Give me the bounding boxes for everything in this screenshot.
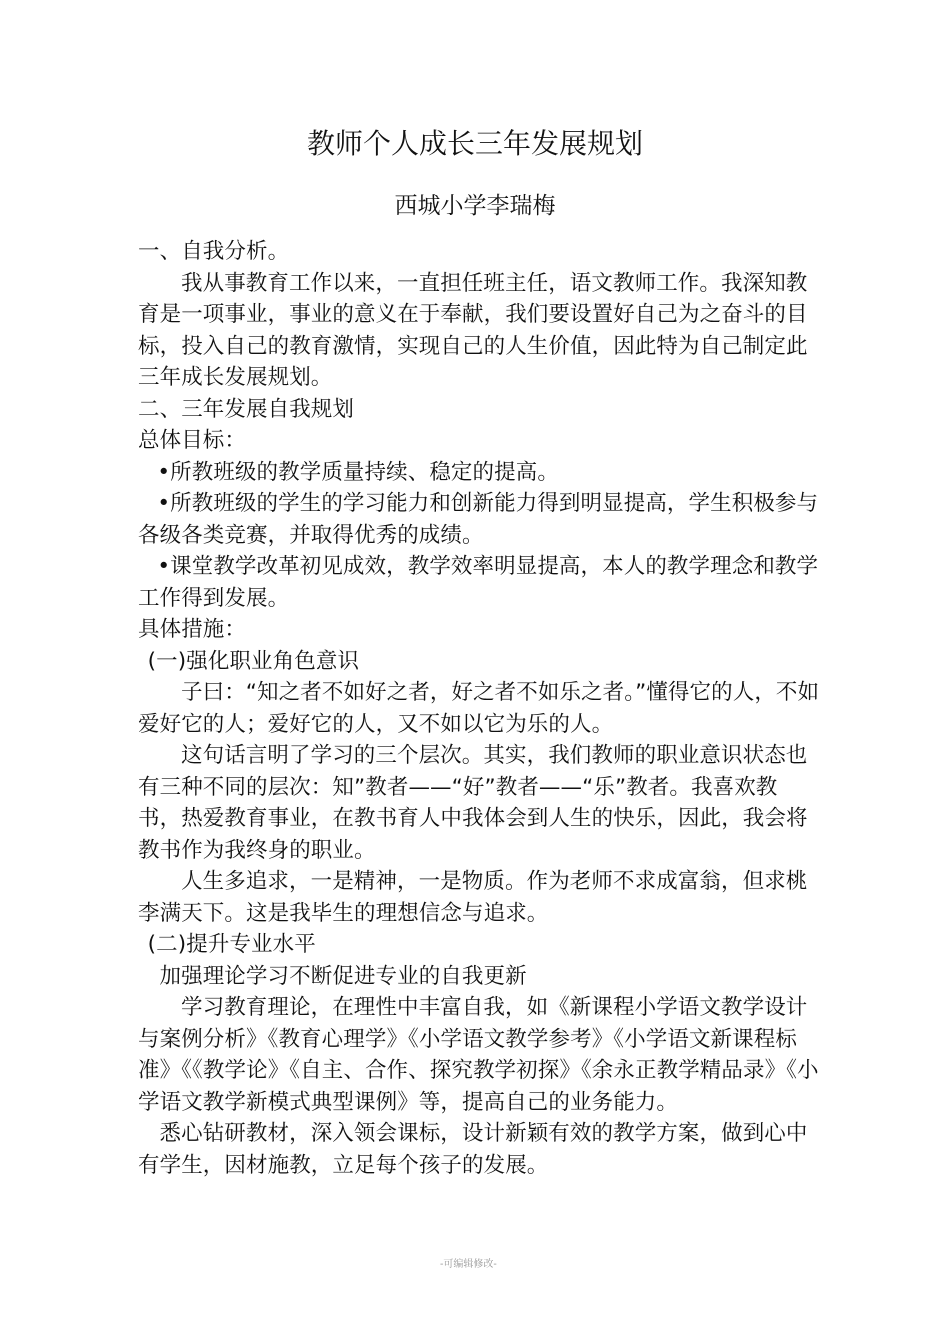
document-title: 教师个人成长三年发展规划 (306, 127, 643, 160)
bullet-goal-ability: •所教班级的学生的学习能力和创新能力得到明显提高，学生积极参与各级各类竞赛，并取得优秀的成绩。 (138, 491, 819, 548)
paragraph-theory-books: 学习教育理论，在理性中丰富自我，如《新课程小学语文教学设计与案例分析》《教育心理学》《小学语文教学参考》《小学语文新课程标准》《《教学论》《自主、合作、探究教学初探》《余永正教学精品录》《小学语文教学新模式典型课例》等，提高自己的业务能力。 (138, 995, 819, 1115)
document-author: 西城小学李瑞梅 (394, 193, 556, 219)
paragraph-textbook-study: 悉心钻研教材，深入领会课标，设计新颖有效的教学方案，做到心中有学生，因材施教，立足每个孩子的发展。 (138, 1121, 808, 1178)
paragraph-life-pursuit: 人生多追求，一是精神，一是物质。作为老师不求成富翁，但求桃李满天下。这是我毕生的理想信念与追求。 (138, 869, 808, 926)
paragraph-theory-study-heading: 加强理论学习不断促进专业的自我更新 (159, 963, 527, 989)
section-heading-three-year-plan: 二、三年发展自我规划 (138, 396, 355, 422)
paragraph-confucius-quote: 子曰：“知之者不如好之者，好之者不如乐之者。”懂得它的人，不如爱好它的人；爱好它的人，又不如以它为乐的人。 (138, 680, 820, 737)
subheading-overall-goals: 总体目标： (138, 428, 247, 453)
paragraph-three-levels: 这句话言明了学习的三个层次。其实，我们教师的职业意识状态也有三种不同的层次：知”教者——“好”教者——“乐”教者。我喜欢教书，热爱教育事业，在教书育人中我体会到人生的快乐，因此，我会将教书作为我终身的职业。 (138, 743, 808, 863)
document-body (138, 236, 820, 1181)
bullet-goal-reform: •课堂教学改革初见成效，教学效率明显提高，本人的教学理念和教学工作得到发展。 (138, 554, 819, 611)
subheading-measures: 具体措施： (138, 617, 247, 642)
section-heading-self-analysis: 一、自我分析。 (138, 239, 290, 264)
subsection-heading-role-awareness: (一)强化职业角色意识 (147, 648, 360, 674)
bullet-goal-quality: •所教班级的教学质量持续、稳定的提高。 (157, 459, 559, 485)
paragraph-self-analysis: 我从事教育工作以来，一直担任班主任，语文教师工作。我深知教育是一项事业，事业的意义在于奉献，我们要设置好自己为之奋斗的目标，投入自己的教育激情，实现自己的人生价值，因此特为自己制定此三年成长发展规划。 (138, 270, 808, 390)
subsection-heading-professional-level: (二)提升专业水平 (147, 932, 316, 957)
footer-editable-note: -可编辑修改- (440, 1259, 497, 1270)
